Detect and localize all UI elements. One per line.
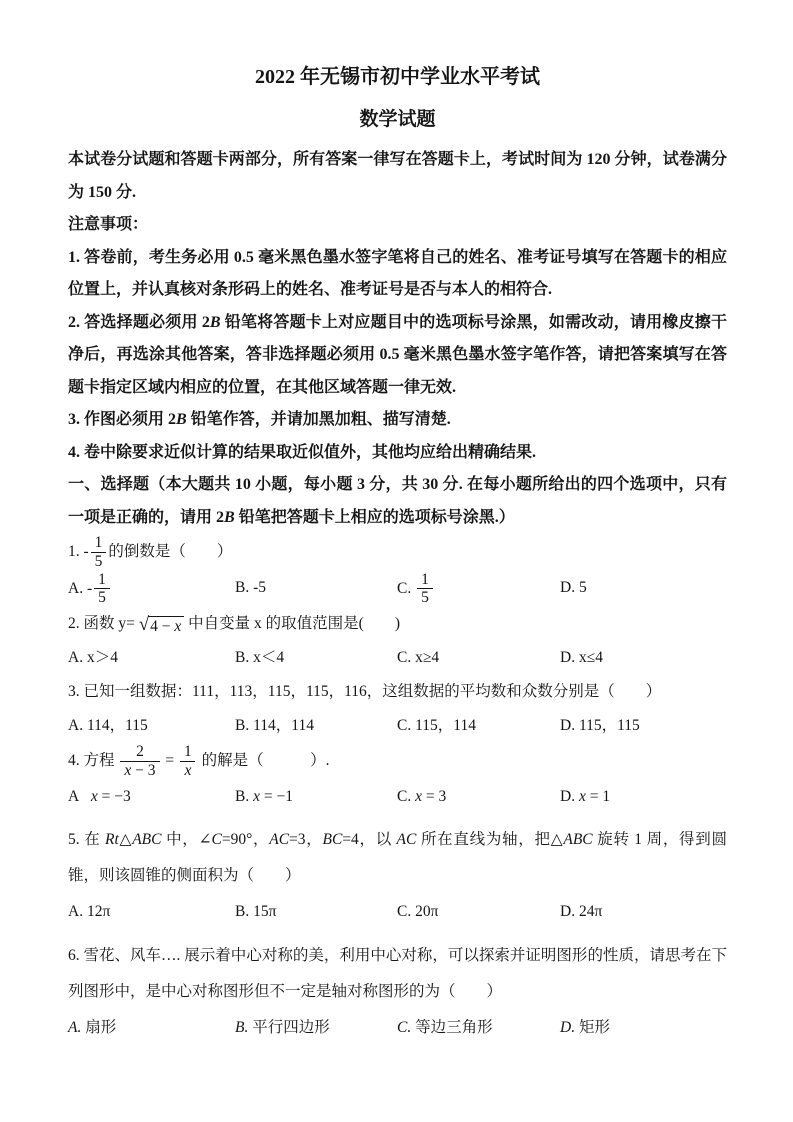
notes-heading: 注意事项：: [68, 216, 149, 233]
question-6-option-b: B. 平行四边形: [235, 1018, 330, 1036]
question-2-options: [68, 641, 727, 675]
question-1-option-c: C. $\frac{1}{5}$: [397, 571, 560, 608]
question-2-option-c: C. x≥4: [397, 649, 440, 667]
question-4: [68, 743, 727, 814]
question-3: [68, 675, 727, 743]
question-5-option-a: A. 12π: [68, 902, 111, 920]
note-item-2: 2. 答选择题必须用 2B 铅笔将答题卡上对应题目中的选项标号涂黑，如需改动，请用橡皮擦干净后，再选涂其他答案，答非选择题必须用 0.5 毫米黑色墨水签字笔作答，请把答案填写在答题卡指定区域内相应的位置，在其他区域答题一律无效.: [68, 313, 727, 396]
question-5-option-c: C. 20π: [397, 902, 439, 920]
question-3-option-a: A. 114，115: [68, 717, 148, 735]
question-1-option-a: A. - $\frac{1}{5}$: [68, 571, 235, 608]
question-6-options: [68, 1010, 727, 1046]
question-1-option-d: D. 5: [560, 578, 587, 596]
page-subtitle: 数学试题: [359, 109, 436, 130]
note-item-3: 3. 作图必须用 2B 铅笔作答，并请加黑加粗、描写清楚.: [68, 411, 451, 428]
intro-paragraph: 本试卷分试题和答题卡两部分，所有答案一律写在答题卡上，考试时间为 120 分钟，试卷满分为 150 分.: [68, 151, 727, 201]
question-3-option-d: D. 115，115: [560, 717, 640, 735]
question-6-stem: 6. 雪花、风车…. 展示着中心对称的美，利用中心对称，可以探索并证明图形的性质，请思考在下列图形中，是中心对称图形但不一定是轴对称图形的为（ ）: [68, 946, 727, 1000]
question-6-option-a: A. 扇形: [68, 1018, 117, 1036]
question-5: [68, 822, 727, 930]
question-1: [68, 534, 727, 607]
question-3-option-b: B. 114，114: [235, 717, 314, 735]
question-2-option-b: B. x＜4: [235, 649, 285, 667]
question-3-option-c: C. 115，114: [397, 717, 476, 735]
question-2: [68, 607, 727, 675]
question-5-option-d: D. 24π: [560, 902, 603, 920]
page-title: 2022 年无锡市初中学业水平考试: [255, 66, 540, 88]
question-4-options: [68, 780, 727, 814]
question-1-option-b: B. -5: [235, 578, 266, 596]
question-4-option-c: C. x = 3: [397, 787, 447, 805]
question-1-stem: 1. - $\frac{1}{5}$ 的倒数是（ ）: [68, 534, 233, 570]
question-4-option-a: A x = −3: [68, 787, 131, 805]
question-6-option-d: D. 矩形: [560, 1018, 610, 1036]
question-1-options: [68, 571, 727, 608]
note-item-4: 4. 卷中除要求近似计算的结果取近似值外，其他均应给出精确结果.: [68, 443, 537, 461]
question-6-option-c: C. 等边三角形: [397, 1018, 493, 1036]
question-5-stem: 5. 在 Rt△ABC 中，∠C=90°，AC=3，BC=4，以 AC 所在直线为轴，把△ABC 旋转 1 周，得到圆锥，则该圆锥的侧面积为（ ）: [68, 830, 727, 884]
question-4-stem: 4. 方程 $\frac{2}{x - 3}$ = $\frac{1}{x}$ 的解是（ ）.: [68, 743, 330, 780]
question-5-option-b: B. 15π: [235, 902, 277, 920]
question-2-option-a: A. x＞4: [68, 649, 118, 667]
section-heading: 一、选择题（本大题共 10 小题，每小题 3 分，共 30 分. 在每小题所给出的四个选项中，只有一项是正确的，请用 2B 铅笔把答题卡上相应的选项标号涂黑.）: [68, 476, 727, 526]
question-2-option-d: D. x≤4: [560, 649, 603, 667]
question-5-options: [68, 894, 727, 930]
question-4-option-b: B. x = −1: [235, 787, 293, 805]
question-2-stem: 2. 函数 y= √ 4 − x 中自变量 x 的取值范围是( ): [68, 614, 400, 636]
question-3-stem: 3. 已知一组数据：111，113，115，115，116，这组数据的平均数和众数分别是（ ）: [68, 683, 662, 701]
note-item-1: 1. 答卷前，考生务必用 0.5 毫米黑色墨水签字笔将自己的姓名、准考证号填写在答题卡的相应位置上，并认真核对条形码上的姓名、准考证号是否与本人的相符合.: [68, 248, 727, 298]
question-4-option-d: D. x = 1: [560, 787, 611, 805]
question-3-options: [68, 709, 727, 743]
question-6: [68, 938, 727, 1046]
